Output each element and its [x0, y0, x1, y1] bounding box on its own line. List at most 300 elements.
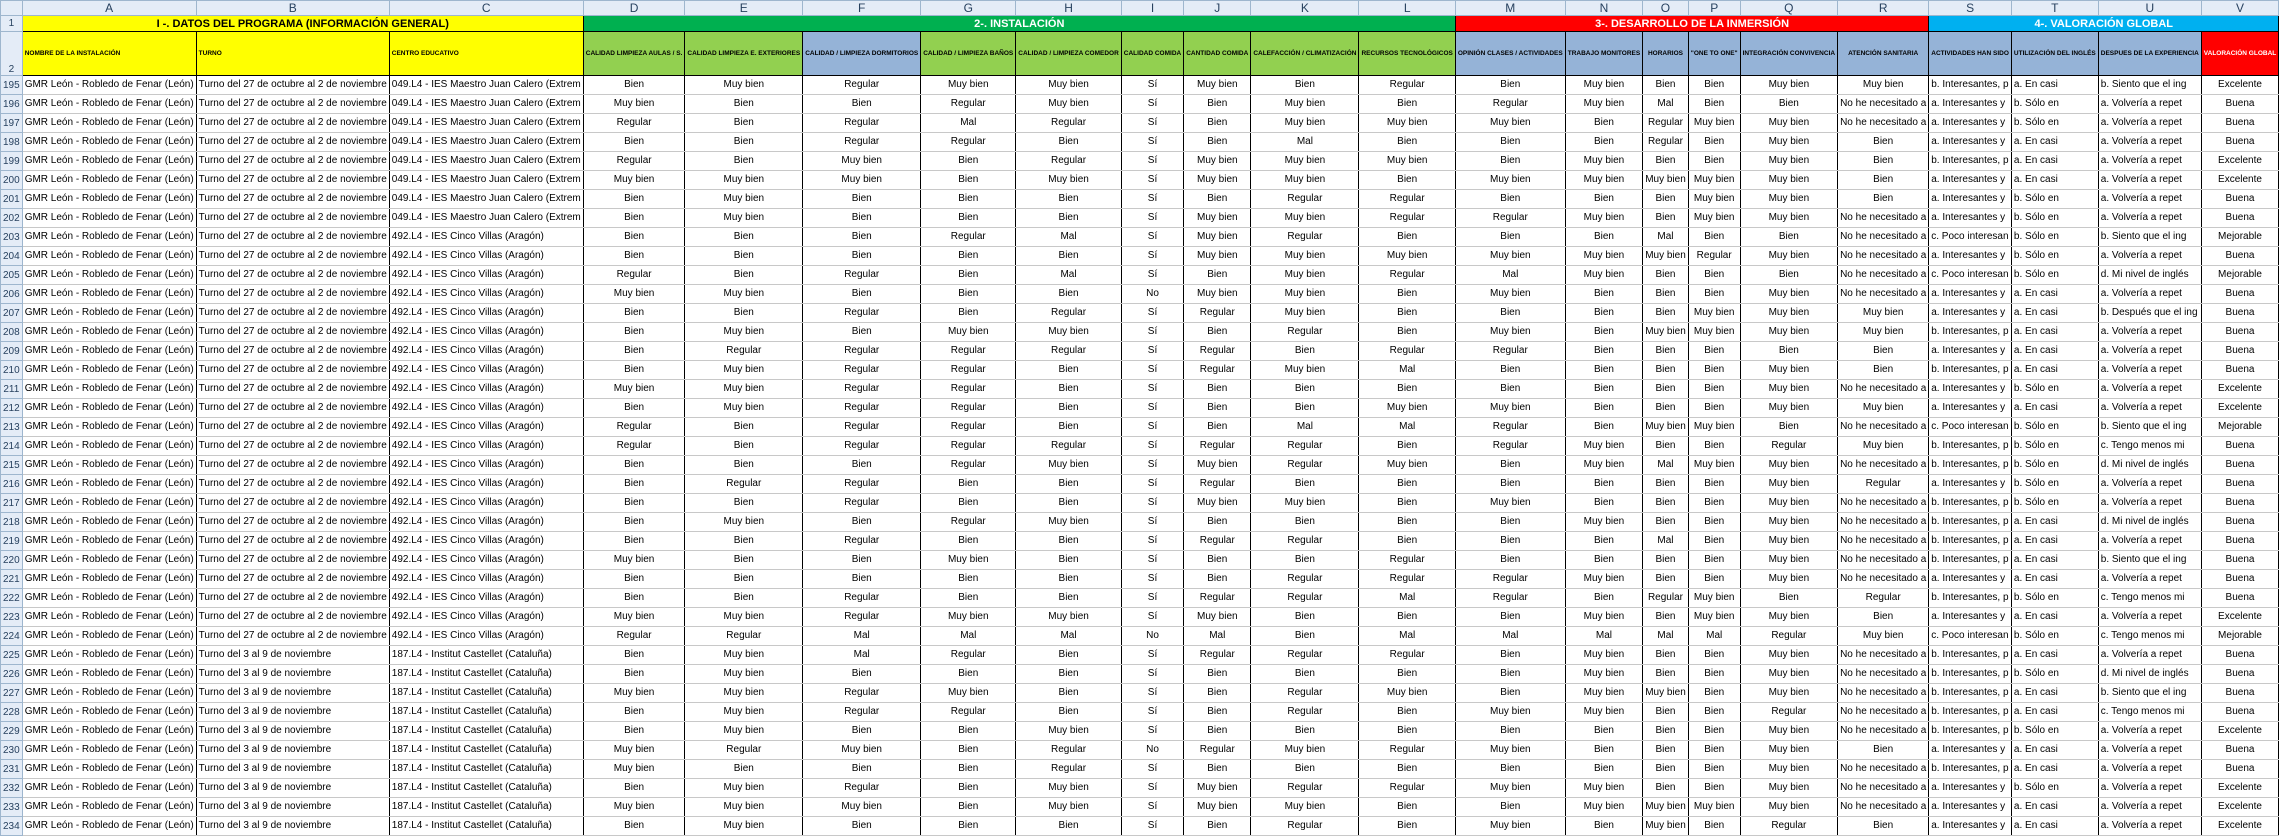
- table-cell[interactable]: Muy bien: [685, 608, 803, 627]
- table-cell[interactable]: Regular: [1184, 304, 1251, 323]
- table-cell[interactable]: Muy bien: [1565, 171, 1642, 190]
- table-cell[interactable]: a. Volvería a repet: [2098, 798, 2201, 817]
- table-cell[interactable]: Muy bien: [1740, 684, 1837, 703]
- table-cell[interactable]: Mal: [1455, 627, 1565, 646]
- row-header[interactable]: 222: [1, 589, 23, 608]
- table-cell[interactable]: Bien: [1359, 171, 1455, 190]
- table-cell[interactable]: Bien: [803, 247, 921, 266]
- column-title[interactable]: OPINIÓN CLASES / ACTIVIDADES: [1455, 32, 1565, 76]
- table-cell[interactable]: Buena: [2201, 646, 2278, 665]
- table-cell[interactable]: GMR León - Robledo de Fenar (León): [22, 608, 196, 627]
- table-cell[interactable]: Muy bien: [685, 684, 803, 703]
- table-cell[interactable]: No he necesitado a: [1838, 228, 1929, 247]
- table-cell[interactable]: d. Mi nivel de inglés: [2098, 513, 2201, 532]
- table-cell[interactable]: a. Interesantes y: [1929, 798, 2012, 817]
- table-cell[interactable]: Regular: [583, 114, 685, 133]
- table-cell[interactable]: Bien: [1184, 114, 1251, 133]
- table-cell[interactable]: Bien: [1565, 342, 1642, 361]
- table-cell[interactable]: a. En casi: [2011, 684, 2098, 703]
- table-cell[interactable]: Bien: [1251, 380, 1359, 399]
- table-cell[interactable]: Bien: [921, 665, 1016, 684]
- table-cell[interactable]: Bien: [583, 646, 685, 665]
- table-cell[interactable]: Muy bien: [1359, 399, 1455, 418]
- table-cell[interactable]: Bien: [921, 798, 1016, 817]
- table-cell[interactable]: Regular: [1251, 323, 1359, 342]
- table-cell[interactable]: Bien: [921, 209, 1016, 228]
- table-cell[interactable]: Muy bien: [1740, 494, 1837, 513]
- table-cell[interactable]: Bien: [803, 190, 921, 209]
- table-cell[interactable]: c. Tengo menos mi: [2098, 437, 2201, 456]
- table-cell[interactable]: Turno del 3 al 9 de noviembre: [196, 646, 389, 665]
- table-cell[interactable]: Bien: [1565, 817, 1642, 836]
- table-cell[interactable]: Bien: [1016, 247, 1122, 266]
- row-header[interactable]: 226: [1, 665, 23, 684]
- row-header[interactable]: 1: [1, 16, 23, 32]
- table-cell[interactable]: Regular: [803, 133, 921, 152]
- table-cell[interactable]: Muy bien: [1838, 399, 1929, 418]
- row-header[interactable]: 228: [1, 703, 23, 722]
- table-cell[interactable]: Regular: [1251, 589, 1359, 608]
- table-cell[interactable]: Muy bien: [1565, 456, 1642, 475]
- column-header-i[interactable]: I: [1121, 1, 1183, 16]
- table-cell[interactable]: Bien: [1016, 399, 1122, 418]
- table-cell[interactable]: Bien: [1565, 133, 1642, 152]
- table-cell[interactable]: No he necesitado a: [1838, 380, 1929, 399]
- table-cell[interactable]: b. Interesantes, p: [1929, 551, 2012, 570]
- table-cell[interactable]: Sí: [1121, 684, 1183, 703]
- table-cell[interactable]: 492.L4 - IES Cinco Villas (Aragón): [389, 323, 583, 342]
- table-cell[interactable]: Bien: [1184, 266, 1251, 285]
- table-cell[interactable]: Muy bien: [1565, 209, 1642, 228]
- table-cell[interactable]: Regular: [1016, 152, 1122, 171]
- table-cell[interactable]: b. Interesantes, p: [1929, 646, 2012, 665]
- table-cell[interactable]: Bien: [1016, 684, 1122, 703]
- table-cell[interactable]: Sí: [1121, 114, 1183, 133]
- table-cell[interactable]: No he necesitado a: [1838, 247, 1929, 266]
- table-cell[interactable]: Muy bien: [1565, 684, 1642, 703]
- table-cell[interactable]: 492.L4 - IES Cinco Villas (Aragón): [389, 513, 583, 532]
- table-cell[interactable]: 049.L4 - IES Maestro Juan Calero (Extrem: [389, 209, 583, 228]
- table-cell[interactable]: Bien: [1251, 551, 1359, 570]
- table-cell[interactable]: Buena: [2201, 247, 2278, 266]
- row-header[interactable]: 216: [1, 475, 23, 494]
- table-cell[interactable]: Mejorable: [2201, 627, 2278, 646]
- table-cell[interactable]: Muy bien: [1455, 817, 1565, 836]
- table-cell[interactable]: Bien: [1643, 703, 1689, 722]
- table-cell[interactable]: Bien: [1643, 399, 1689, 418]
- table-cell[interactable]: GMR León - Robledo de Fenar (León): [22, 209, 196, 228]
- table-cell[interactable]: Regular: [1359, 779, 1455, 798]
- table-cell[interactable]: No he necesitado a: [1838, 95, 1929, 114]
- table-cell[interactable]: 492.L4 - IES Cinco Villas (Aragón): [389, 551, 583, 570]
- table-cell[interactable]: Regular: [921, 228, 1016, 247]
- table-cell[interactable]: Muy bien: [583, 760, 685, 779]
- table-cell[interactable]: Muy bien: [1688, 456, 1740, 475]
- table-cell[interactable]: Muy bien: [1251, 494, 1359, 513]
- table-cell[interactable]: b. Sólo en: [2011, 228, 2098, 247]
- table-cell[interactable]: Muy bien: [1740, 456, 1837, 475]
- table-cell[interactable]: Muy bien: [583, 380, 685, 399]
- table-cell[interactable]: Bien: [1688, 475, 1740, 494]
- table-cell[interactable]: Bien: [1016, 703, 1122, 722]
- table-cell[interactable]: Turno del 27 de octubre al 2 de noviembre: [196, 247, 389, 266]
- table-cell[interactable]: b. Después que el ing: [2098, 304, 2201, 323]
- table-cell[interactable]: GMR León - Robledo de Fenar (León): [22, 817, 196, 836]
- table-cell[interactable]: Muy bien: [1838, 323, 1929, 342]
- table-cell[interactable]: Turno del 27 de octubre al 2 de noviembre: [196, 361, 389, 380]
- table-cell[interactable]: Muy bien: [1251, 361, 1359, 380]
- table-cell[interactable]: Bien: [1016, 532, 1122, 551]
- row-header[interactable]: 219: [1, 532, 23, 551]
- row-header[interactable]: 217: [1, 494, 23, 513]
- table-cell[interactable]: a. En casi: [2011, 551, 2098, 570]
- row-header[interactable]: 229: [1, 722, 23, 741]
- table-cell[interactable]: a. Interesantes y: [1929, 190, 2012, 209]
- table-cell[interactable]: Bien: [583, 779, 685, 798]
- table-cell[interactable]: b. Sólo en: [2011, 779, 2098, 798]
- row-header[interactable]: 225: [1, 646, 23, 665]
- table-cell[interactable]: Bien: [1251, 513, 1359, 532]
- table-cell[interactable]: Muy bien: [1251, 95, 1359, 114]
- table-cell[interactable]: Bien: [583, 133, 685, 152]
- table-cell[interactable]: Bien: [583, 304, 685, 323]
- table-cell[interactable]: Sí: [1121, 304, 1183, 323]
- table-cell[interactable]: Muy bien: [1455, 741, 1565, 760]
- column-title[interactable]: CENTRO EDUCATIVO: [389, 32, 583, 76]
- table-cell[interactable]: Turno del 27 de octubre al 2 de noviembre: [196, 418, 389, 437]
- table-cell[interactable]: Bien: [1251, 342, 1359, 361]
- table-cell[interactable]: Bien: [1359, 323, 1455, 342]
- table-cell[interactable]: Muy bien: [1740, 665, 1837, 684]
- table-cell[interactable]: Muy bien: [1740, 171, 1837, 190]
- table-cell[interactable]: Bien: [1184, 95, 1251, 114]
- table-cell[interactable]: a. Interesantes y: [1929, 570, 2012, 589]
- column-header-k[interactable]: K: [1251, 1, 1359, 16]
- table-cell[interactable]: Bien: [1455, 76, 1565, 95]
- table-cell[interactable]: Muy bien: [1565, 703, 1642, 722]
- table-cell[interactable]: Muy bien: [1016, 323, 1122, 342]
- column-title[interactable]: TRABAJO MONITORES: [1565, 32, 1642, 76]
- table-cell[interactable]: Bien: [1688, 76, 1740, 95]
- table-cell[interactable]: Bien: [583, 722, 685, 741]
- table-cell[interactable]: Bien: [1016, 418, 1122, 437]
- table-cell[interactable]: Sí: [1121, 722, 1183, 741]
- column-header-h[interactable]: H: [1016, 1, 1122, 16]
- table-cell[interactable]: Bien: [803, 209, 921, 228]
- table-cell[interactable]: Bien: [1455, 361, 1565, 380]
- table-cell[interactable]: No: [1121, 285, 1183, 304]
- table-cell[interactable]: Turno del 27 de octubre al 2 de noviembre: [196, 342, 389, 361]
- section-title[interactable]: 3-. DESARROLLO DE LA INMERSIÓN: [1455, 16, 1928, 32]
- column-header-c[interactable]: C: [389, 1, 583, 16]
- table-cell[interactable]: Muy bien: [1740, 475, 1837, 494]
- table-cell[interactable]: GMR León - Robledo de Fenar (León): [22, 399, 196, 418]
- table-cell[interactable]: GMR León - Robledo de Fenar (León): [22, 247, 196, 266]
- table-cell[interactable]: Sí: [1121, 380, 1183, 399]
- table-cell[interactable]: Regular: [685, 342, 803, 361]
- table-cell[interactable]: Bien: [921, 171, 1016, 190]
- table-cell[interactable]: Bien: [803, 456, 921, 475]
- table-cell[interactable]: Excelente: [2201, 399, 2278, 418]
- table-cell[interactable]: Muy bien: [1251, 152, 1359, 171]
- table-cell[interactable]: 187.L4 - Institut Castellet (Cataluña): [389, 817, 583, 836]
- column-title[interactable]: INTEGRACIÓN CONVIVENCIA: [1740, 32, 1837, 76]
- table-cell[interactable]: Sí: [1121, 418, 1183, 437]
- table-cell[interactable]: Muy bien: [1455, 323, 1565, 342]
- table-cell[interactable]: a. Volvería a repet: [2098, 741, 2201, 760]
- table-cell[interactable]: Turno del 3 al 9 de noviembre: [196, 722, 389, 741]
- table-cell[interactable]: a. En casi: [2011, 285, 2098, 304]
- table-cell[interactable]: 492.L4 - IES Cinco Villas (Aragón): [389, 266, 583, 285]
- table-cell[interactable]: 492.L4 - IES Cinco Villas (Aragón): [389, 247, 583, 266]
- table-cell[interactable]: Bien: [1643, 779, 1689, 798]
- row-header[interactable]: 232: [1, 779, 23, 798]
- table-cell[interactable]: Bien: [1016, 551, 1122, 570]
- table-cell[interactable]: GMR León - Robledo de Fenar (León): [22, 361, 196, 380]
- table-cell[interactable]: a. En casi: [2011, 152, 2098, 171]
- table-cell[interactable]: Bien: [1016, 190, 1122, 209]
- table-cell[interactable]: Sí: [1121, 247, 1183, 266]
- table-cell[interactable]: a. Interesantes y: [1929, 817, 2012, 836]
- table-cell[interactable]: Muy bien: [1740, 760, 1837, 779]
- table-cell[interactable]: Regular: [1359, 76, 1455, 95]
- table-cell[interactable]: Bien: [1359, 722, 1455, 741]
- table-cell[interactable]: Regular: [921, 646, 1016, 665]
- column-header-d[interactable]: D: [583, 1, 685, 16]
- row-header[interactable]: 234: [1, 817, 23, 836]
- table-cell[interactable]: GMR León - Robledo de Fenar (León): [22, 627, 196, 646]
- table-cell[interactable]: a. En casi: [2011, 646, 2098, 665]
- table-cell[interactable]: Muy bien: [1016, 608, 1122, 627]
- table-cell[interactable]: GMR León - Robledo de Fenar (León): [22, 665, 196, 684]
- row-header[interactable]: 223: [1, 608, 23, 627]
- table-cell[interactable]: a. Volvería a repet: [2098, 171, 2201, 190]
- table-cell[interactable]: b. Interesantes, p: [1929, 589, 2012, 608]
- table-cell[interactable]: No he necesitado a: [1838, 798, 1929, 817]
- table-cell[interactable]: Muy bien: [1565, 437, 1642, 456]
- table-cell[interactable]: Mejorable: [2201, 418, 2278, 437]
- table-cell[interactable]: a. En casi: [2011, 76, 2098, 95]
- table-cell[interactable]: Turno del 27 de octubre al 2 de noviembre: [196, 399, 389, 418]
- table-cell[interactable]: Bien: [1838, 342, 1929, 361]
- table-cell[interactable]: Bien: [1688, 665, 1740, 684]
- table-cell[interactable]: No he necesitado a: [1838, 285, 1929, 304]
- table-cell[interactable]: Bien: [921, 304, 1016, 323]
- table-cell[interactable]: GMR León - Robledo de Fenar (León): [22, 304, 196, 323]
- table-cell[interactable]: a. Volvería a repet: [2098, 361, 2201, 380]
- table-cell[interactable]: Muy bien: [921, 608, 1016, 627]
- table-cell[interactable]: Muy bien: [803, 171, 921, 190]
- table-cell[interactable]: Bien: [1565, 114, 1642, 133]
- table-cell[interactable]: Muy bien: [1251, 798, 1359, 817]
- table-cell[interactable]: Excelente: [2201, 779, 2278, 798]
- table-cell[interactable]: Turno del 3 al 9 de noviembre: [196, 741, 389, 760]
- table-cell[interactable]: Muy bien: [1838, 627, 1929, 646]
- table-cell[interactable]: Muy bien: [1688, 171, 1740, 190]
- table-cell[interactable]: Regular: [1838, 589, 1929, 608]
- table-cell[interactable]: Muy bien: [1251, 304, 1359, 323]
- table-cell[interactable]: Bien: [1643, 342, 1689, 361]
- table-cell[interactable]: Regular: [1184, 475, 1251, 494]
- table-cell[interactable]: 492.L4 - IES Cinco Villas (Aragón): [389, 570, 583, 589]
- table-cell[interactable]: Muy bien: [685, 323, 803, 342]
- table-cell[interactable]: 492.L4 - IES Cinco Villas (Aragón): [389, 456, 583, 475]
- column-header-p[interactable]: P: [1688, 1, 1740, 16]
- table-cell[interactable]: Turno del 3 al 9 de noviembre: [196, 779, 389, 798]
- table-cell[interactable]: Bien: [1688, 437, 1740, 456]
- table-cell[interactable]: Bien: [1688, 133, 1740, 152]
- table-cell[interactable]: a. Volvería a repet: [2098, 608, 2201, 627]
- table-cell[interactable]: Bien: [1838, 152, 1929, 171]
- table-cell[interactable]: Muy bien: [1688, 209, 1740, 228]
- table-cell[interactable]: Muy bien: [1688, 608, 1740, 627]
- table-cell[interactable]: Bien: [1251, 722, 1359, 741]
- table-cell[interactable]: Bien: [1016, 380, 1122, 399]
- table-cell[interactable]: 492.L4 - IES Cinco Villas (Aragón): [389, 627, 583, 646]
- table-cell[interactable]: Bien: [1565, 190, 1642, 209]
- table-cell[interactable]: c. Tengo menos mi: [2098, 627, 2201, 646]
- table-cell[interactable]: Muy bien: [583, 285, 685, 304]
- table-cell[interactable]: Excelente: [2201, 798, 2278, 817]
- table-cell[interactable]: Bien: [921, 741, 1016, 760]
- table-cell[interactable]: Bien: [1643, 608, 1689, 627]
- table-cell[interactable]: No he necesitado a: [1838, 209, 1929, 228]
- table-cell[interactable]: Muy bien: [583, 684, 685, 703]
- table-cell[interactable]: 187.L4 - Institut Castellet (Cataluña): [389, 703, 583, 722]
- table-cell[interactable]: No he necesitado a: [1838, 722, 1929, 741]
- table-cell[interactable]: Muy bien: [583, 608, 685, 627]
- table-cell[interactable]: Buena: [2201, 684, 2278, 703]
- row-header[interactable]: 209: [1, 342, 23, 361]
- table-cell[interactable]: Bien: [1740, 95, 1837, 114]
- table-cell[interactable]: Muy bien: [1688, 323, 1740, 342]
- table-cell[interactable]: Bien: [583, 703, 685, 722]
- table-cell[interactable]: Bien: [1740, 418, 1837, 437]
- table-cell[interactable]: 049.L4 - IES Maestro Juan Calero (Extrem: [389, 190, 583, 209]
- table-cell[interactable]: Bien: [1359, 798, 1455, 817]
- table-cell[interactable]: Bien: [1184, 665, 1251, 684]
- table-cell[interactable]: Bien: [685, 494, 803, 513]
- table-cell[interactable]: 492.L4 - IES Cinco Villas (Aragón): [389, 380, 583, 399]
- table-cell[interactable]: Bien: [1184, 551, 1251, 570]
- table-cell[interactable]: Muy bien: [1251, 171, 1359, 190]
- table-cell[interactable]: No he necesitado a: [1838, 760, 1929, 779]
- table-cell[interactable]: 492.L4 - IES Cinco Villas (Aragón): [389, 228, 583, 247]
- row-header[interactable]: 215: [1, 456, 23, 475]
- table-cell[interactable]: a. Volvería a repet: [2098, 475, 2201, 494]
- table-cell[interactable]: Muy bien: [1565, 608, 1642, 627]
- column-title[interactable]: CALIDAD / LIMPIEZA COMEDOR: [1016, 32, 1122, 76]
- table-cell[interactable]: Bien: [1016, 817, 1122, 836]
- row-header[interactable]: 210: [1, 361, 23, 380]
- table-cell[interactable]: Regular: [803, 76, 921, 95]
- row-header[interactable]: 201: [1, 190, 23, 209]
- table-cell[interactable]: a. Volvería a repet: [2098, 399, 2201, 418]
- table-cell[interactable]: b. Siento que el ing: [2098, 76, 2201, 95]
- table-cell[interactable]: Mal: [1016, 266, 1122, 285]
- table-cell[interactable]: Turno del 27 de octubre al 2 de noviembre: [196, 152, 389, 171]
- table-cell[interactable]: Sí: [1121, 399, 1183, 418]
- table-cell[interactable]: Muy bien: [583, 171, 685, 190]
- table-cell[interactable]: Bien: [1016, 475, 1122, 494]
- table-cell[interactable]: GMR León - Robledo de Fenar (León): [22, 551, 196, 570]
- table-cell[interactable]: a. Interesantes y: [1929, 380, 2012, 399]
- table-cell[interactable]: 049.L4 - IES Maestro Juan Calero (Extrem: [389, 133, 583, 152]
- table-cell[interactable]: b. Sólo en: [2011, 722, 2098, 741]
- table-cell[interactable]: Mal: [921, 627, 1016, 646]
- table-cell[interactable]: Muy bien: [1643, 798, 1689, 817]
- table-cell[interactable]: Regular: [1643, 133, 1689, 152]
- column-header-u[interactable]: U: [2098, 1, 2201, 16]
- table-cell[interactable]: Turno del 27 de octubre al 2 de noviembre: [196, 95, 389, 114]
- table-cell[interactable]: Bien: [1643, 665, 1689, 684]
- table-cell[interactable]: GMR León - Robledo de Fenar (León): [22, 437, 196, 456]
- table-cell[interactable]: b. Sólo en: [2011, 475, 2098, 494]
- table-cell[interactable]: Regular: [1184, 741, 1251, 760]
- table-cell[interactable]: Bien: [1016, 361, 1122, 380]
- table-cell[interactable]: a. Interesantes y: [1929, 247, 2012, 266]
- table-cell[interactable]: Bien: [1565, 475, 1642, 494]
- table-cell[interactable]: Excelente: [2201, 722, 2278, 741]
- table-cell[interactable]: Bien: [1359, 437, 1455, 456]
- table-cell[interactable]: a. Volvería a repet: [2098, 817, 2201, 836]
- table-cell[interactable]: a. Volvería a repet: [2098, 285, 2201, 304]
- column-header-a[interactable]: A: [22, 1, 196, 16]
- table-cell[interactable]: Bien: [1184, 399, 1251, 418]
- table-cell[interactable]: GMR León - Robledo de Fenar (León): [22, 342, 196, 361]
- select-all-corner[interactable]: [1, 1, 23, 16]
- table-cell[interactable]: Bien: [803, 513, 921, 532]
- table-cell[interactable]: Buena: [2201, 190, 2278, 209]
- table-cell[interactable]: Bien: [1565, 589, 1642, 608]
- table-cell[interactable]: Muy bien: [921, 551, 1016, 570]
- column-title[interactable]: ACTIVIDADES HAN SIDO: [1929, 32, 2012, 76]
- table-cell[interactable]: Muy bien: [685, 190, 803, 209]
- table-cell[interactable]: Mal: [1643, 95, 1689, 114]
- table-cell[interactable]: Bien: [583, 361, 685, 380]
- table-cell[interactable]: a. En casi: [2011, 513, 2098, 532]
- table-cell[interactable]: No he necesitado a: [1838, 570, 1929, 589]
- table-cell[interactable]: 187.L4 - Institut Castellet (Cataluña): [389, 760, 583, 779]
- table-cell[interactable]: Bien: [1838, 817, 1929, 836]
- table-cell[interactable]: Muy bien: [921, 76, 1016, 95]
- table-cell[interactable]: Turno del 3 al 9 de noviembre: [196, 703, 389, 722]
- table-cell[interactable]: Sí: [1121, 323, 1183, 342]
- table-cell[interactable]: Regular: [803, 304, 921, 323]
- table-cell[interactable]: Bien: [1565, 760, 1642, 779]
- table-cell[interactable]: Muy bien: [1184, 171, 1251, 190]
- column-header-l[interactable]: L: [1359, 1, 1455, 16]
- table-cell[interactable]: Muy bien: [1565, 266, 1642, 285]
- table-cell[interactable]: Bien: [583, 532, 685, 551]
- table-cell[interactable]: Muy bien: [1359, 152, 1455, 171]
- table-cell[interactable]: a. En casi: [2011, 342, 2098, 361]
- table-cell[interactable]: c. Tengo menos mi: [2098, 703, 2201, 722]
- table-cell[interactable]: a. En casi: [2011, 133, 2098, 152]
- table-cell[interactable]: GMR León - Robledo de Fenar (León): [22, 114, 196, 133]
- table-cell[interactable]: Sí: [1121, 342, 1183, 361]
- table-cell[interactable]: Regular: [921, 456, 1016, 475]
- column-header-g[interactable]: G: [921, 1, 1016, 16]
- table-cell[interactable]: Bien: [1688, 741, 1740, 760]
- table-cell[interactable]: Bien: [1455, 190, 1565, 209]
- table-cell[interactable]: 187.L4 - Institut Castellet (Cataluña): [389, 798, 583, 817]
- table-cell[interactable]: Regular: [1688, 247, 1740, 266]
- column-header-n[interactable]: N: [1565, 1, 1642, 16]
- table-cell[interactable]: Buena: [2201, 437, 2278, 456]
- table-cell[interactable]: Regular: [583, 437, 685, 456]
- table-cell[interactable]: Sí: [1121, 456, 1183, 475]
